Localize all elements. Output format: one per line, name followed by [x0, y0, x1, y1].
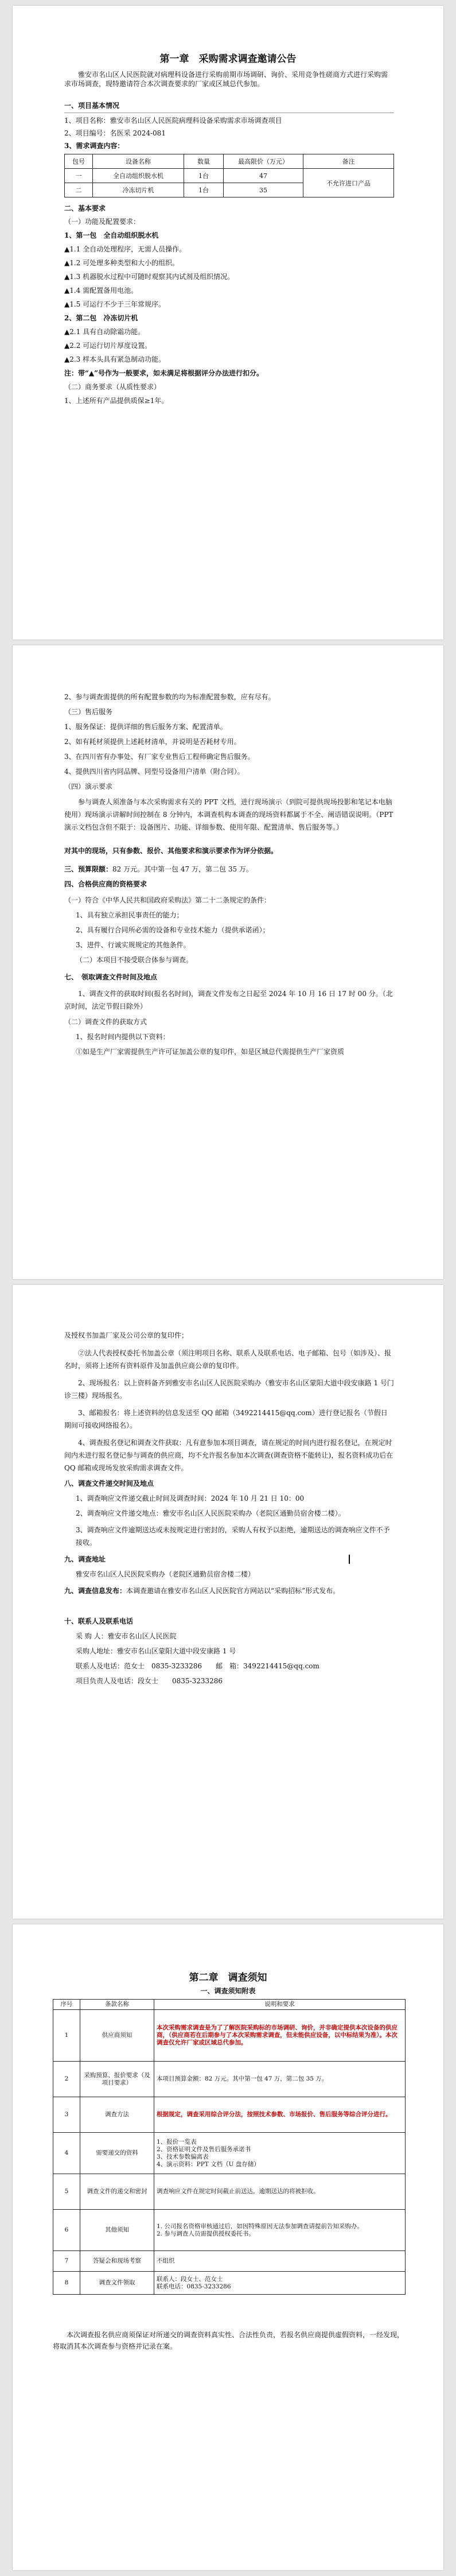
table-cell: 47: [224, 169, 303, 183]
row-title: 调查文件领取: [80, 2272, 154, 2295]
collect-way-heading: （二）调查文件的获取方式: [64, 1018, 147, 1026]
header-cell: 备注: [303, 154, 394, 169]
spec-item: ▲2.1 具有自动除霜功能。: [64, 328, 145, 336]
header-cell: 条款名称: [80, 2000, 154, 2010]
paragraph: 及授权书加盖厂家及公司公章的复印件；: [64, 1331, 189, 1339]
qualification-item: （二）本项目不接受联合体参与调查。: [76, 956, 193, 964]
row-description: 本次采购需求调查是为了了解医院采购标的市场调研、询价，并非确定提供本次设备的供应商，（供应商若在后期参与了本次采购需求调查，但未能供应设备，以中标结果为准）。本次调查仅允许厂家或区域总代参加。: [154, 2010, 406, 2062]
demo-heading: （四）演示要求: [64, 783, 113, 791]
publish-label: 九、调查信息发布：: [64, 1587, 127, 1595]
function-heading: （一）功能及配置要求：: [64, 218, 141, 226]
qualification-item: （一）符合《中华人民共和国政府采购法》第二十二条规定的条件：: [64, 896, 271, 904]
row-description: 不组织: [154, 2251, 406, 2272]
chapter-1-title: 第一章 采购需求调查邀请公告: [159, 53, 297, 65]
row-number: 7: [53, 2251, 80, 2272]
document-page-1: [13, 6, 443, 640]
section-project-heading: 一、项目基本情况: [64, 102, 120, 110]
row-title: 供应商须知: [80, 2010, 154, 2062]
demand-heading: 3、需求调查内容：: [64, 142, 124, 150]
header-cell: 包号: [65, 154, 93, 169]
collect-way-item: ①如是生产厂家需提供生产许可证加盖公章的复印件，如是区域总代需提供生产厂家资质: [76, 1048, 345, 1056]
table-cell: 全自动组织脱水机: [93, 169, 184, 183]
project-number: 2、项目编号：名医采 2024-081: [64, 129, 166, 137]
paragraph: 2、参与调查需提供的所有配置参数的均为标准配置参数，应有尽有。: [64, 693, 275, 701]
qualification-item: 2、具有履行合同所必需的设备和专业技术能力（提供承诺函）；: [76, 926, 270, 934]
project-name: 1、项目名称：雅安市名山区人民医院病理科设备采购需求市场调查项目: [64, 117, 282, 125]
paragraph: 2、现场报名：以上资料备齐到雅安市名山区人民医院采购办（雅安市名山区蒙阳大道中段安康路 1 号门诊三楼）现场报名。: [64, 1379, 394, 1400]
basic-req-heading: 二、基本要求: [64, 204, 106, 212]
table-row: [53, 2062, 406, 2097]
demand-table: [64, 154, 394, 197]
package-2-heading: 2、第二包 冷冻切片机: [64, 314, 138, 322]
submit-item: 2、调查响应文件递交地点：雅安市名山区人民医院采购办（老院区通勤员宿舍楼二楼）。: [76, 1509, 345, 1517]
collect-time-heading: 七、 领取调查文件时间及地点: [64, 973, 158, 981]
row-description: 联系人：段女士、范女士 联系电话：0835-3233286: [154, 2272, 406, 2295]
document-page-4: [13, 1924, 443, 2570]
submit-item: 1、调查响应文件递交截止时间及调查时间：2024 年 10 月 21 日 10：00: [76, 1494, 305, 1502]
row-title: 调查文件的递交和密封: [80, 2174, 154, 2210]
table-note-cell: 不允许进口产品: [303, 169, 394, 197]
table-header-row: [53, 2000, 406, 2010]
demo-paragraph: 参与调查人须准备与本次采购需求有关的 PPT 文档，进行现场演示（到院可提供现场投影和笔记本电脑使用）现场演示讲解时间控制在 8 分钟内，本调查机构本调查的现场资料都属于不全、阐语错误说明。（PPT 演示文档包含但不限于：设备图片、功能、详细参数、使用年限、配置清单、售后服务等。）: [64, 798, 393, 831]
appendix-heading: 一、调查须知附表: [200, 1987, 256, 1995]
table-row: [53, 2174, 406, 2210]
contact-item: 项目负责人及电话：段女士 0835-3233286: [76, 1677, 223, 1685]
demo-note: 对其中的现场，只有参数、报价、其他要求和演示要求作为评分依据。: [64, 847, 278, 855]
service-item: 4、提供四川省内同品牌、同型号设备用户清单（附合同）。: [64, 768, 244, 776]
qualification-item: 3、进件、行诚实规规定的其他条件。: [76, 941, 190, 949]
header-cell: 数量: [184, 154, 224, 169]
publish-line: [64, 1585, 394, 1597]
spec-item: ▲2.2 可运行切片厚度设置。: [64, 342, 152, 350]
service-item: 2、如有耗材须提供上述耗材清单，并说明是否耗材专用。: [64, 738, 241, 746]
collect-time-text: 1、调查文件的获取时间(报名名时间)，调查文件发布之日起至 2024 年 10 月 16 日 17 时 00 分。（北京时间，法定节假日除外）: [64, 990, 393, 1010]
publish-text: 本调查邀请在雅安市名山区人民医院官方网站以“采购招标”形式发布。: [126, 1587, 340, 1595]
row-title: 调查方法: [80, 2097, 154, 2133]
paragraph: ②法人代表授权委托书加盖公章（须注明项目名称、联系人及联系电话、电子邮箱、包号（如涉及）、报名时，须将上述所有资料原件及加盖供应商公章的复印件。: [64, 1349, 392, 1370]
budget-line: [64, 865, 253, 874]
row-number: 5: [53, 2174, 80, 2210]
budget-value: 82 万元。其中第一包 47 万，第二包 35 万。: [112, 865, 253, 873]
table-cell: 一: [65, 169, 93, 183]
table-row: [53, 2272, 406, 2295]
spec-item: ▲1.2 可处理多种类型和大小的组织。: [64, 259, 180, 267]
row-number: 1: [53, 2010, 80, 2062]
contact-item: 采 购 人：雅安市名山区人民医院: [76, 1632, 177, 1640]
row-number: 6: [53, 2210, 80, 2251]
row-number: 3: [53, 2097, 80, 2133]
table-header-row: [65, 154, 394, 169]
table-cell: 1台: [184, 169, 224, 183]
header-cell: 序号: [53, 2000, 80, 2010]
address-heading: 九、调查地址: [64, 1555, 106, 1563]
header-cell: 最高限价（万元）: [224, 154, 303, 169]
chapter-2-title: 第二章 调查须知: [189, 1972, 267, 1984]
submit-heading: 八、调查文件递交时间及地点: [64, 1479, 154, 1488]
spec-item: ▲1.5 可运行不少于三年常规序。: [64, 300, 166, 308]
row-title: 采购预算、报价要求（及项目要求）: [80, 2062, 154, 2097]
address-text: 雅安市名山区人民医院采购办（老院区通勤员宿舍楼二楼）: [76, 1570, 255, 1578]
row-title: 答疑会和现场考察: [80, 2251, 154, 2272]
paragraph: 3、邮箱报名：将上述资料的信息发送至 QQ 邮箱（3492214415@qq.com）进行登记报名（节假日期间可接收网络报名）。: [64, 1409, 388, 1430]
table-cell: 1台: [184, 183, 224, 197]
business-heading: （二）商务要求（从质性要求）: [64, 383, 161, 391]
row-number: 8: [53, 2272, 80, 2295]
footer-note: 本次调查报名供应商须保证对所递交的调查资料真实性、合法性负责，若报名供应商提供虚假资料，一经发现，将取消其本次调查参与资格并记录在案。: [53, 2331, 404, 2350]
row-title: 其他须知: [80, 2210, 154, 2251]
header-cell: 说明和要求: [154, 2000, 406, 2010]
paragraph: 4、调查报名登记和调查文件获取：凡有意参加本项目调查，请在规定的时间内进行报名登记，在规定时间内未进行报名登记参与调查的供应商，均不允许报名参加本次调查(调查资格不能转让)，报名资料成功后在 QQ 邮箱或现场发放采购需求调查文件。: [64, 1439, 393, 1472]
service-heading: （三）售后服务: [64, 708, 113, 716]
text-cursor: [349, 1555, 350, 1564]
table-cell: 冷冻切片机: [93, 183, 184, 197]
collect-way-item: 1、报名时间内提供以下资料：: [76, 1033, 170, 1041]
row-number: 4: [53, 2133, 80, 2174]
submit-item: 3、调查响应文件逾期送达或未按规定进行密封的，采购人有权予以拒绝，逾期送达的调查响应文件不予接收。: [76, 1526, 390, 1547]
contact-item: 联系人及电话：范女士 0835-3233286 邮 箱：3492214415@qq.com: [76, 1662, 319, 1670]
spec-item: ▲1.3 机器脱水过程中可随时观察其内试剂及组织情况。: [64, 273, 235, 281]
document-page-3: [13, 1285, 443, 1919]
row-description: 1、报价一览表 2、资格证明文件及售后服务承诺书 3、技术参数偏离表 4、演示资料：PPT 文档（U 盘存储）: [154, 2133, 406, 2174]
intro-paragraph: 雅安市名山区人民医院就对病理科设备进行采购前期市场调研、询价、采用竞争性磋商方式进行采购需求市场调查，现特邀请符合本次调查要求的厂家或区域总代参加。: [64, 71, 388, 88]
service-item: 3、在四川省有办事处、有厂家专业售后工程师确定售后服务。: [64, 753, 255, 761]
table-cell: 二: [65, 183, 93, 197]
spec-item: ▲1.4 需配置备用电池。: [64, 286, 138, 295]
row-number: 2: [53, 2062, 80, 2097]
table-cell: 35: [224, 183, 303, 197]
package-1-heading: 1、第一包 全自动组织脱水机: [64, 231, 159, 239]
contact-item: 采购人地址：雅安市名山区蒙阳大道中段安康路 1 号: [76, 1647, 236, 1655]
table-row: [53, 2210, 406, 2251]
table-row: [65, 169, 394, 183]
header-cell: 设备名称: [93, 154, 184, 169]
service-item: 1、服务保证：提供详细的售后服务方案、配置清单。: [64, 723, 227, 731]
qualification-item: 1、具有独立承担民事责任的能力；: [76, 911, 184, 919]
table-row: [53, 2010, 406, 2062]
document-page-2: [13, 645, 443, 1279]
budget-label: 三、预算限额：: [64, 865, 113, 873]
row-title: 需要递交的资料: [80, 2133, 154, 2174]
notice-table: [53, 1999, 406, 2295]
spec-item: ▲1.1 全自动处理程序，无需人员操作。: [64, 245, 186, 253]
table-row: [53, 2251, 406, 2272]
contact-heading: 十、联系人及联系电话: [64, 1617, 134, 1625]
row-description: 根据规定，调查采用综合评分法，按照技术参数、市场报价、售后服务等综合评分进行。: [154, 2097, 406, 2133]
row-description: 调查响应文件在规定时间截止前送达，逾期送达的将被拒收。: [154, 2174, 406, 2210]
spec-item: ▲2.3 样本头具有紧急制动功能。: [64, 355, 166, 363]
row-description: 本项目预算金额：82 万元。其中第一包 47 万，第二包 35 万。: [154, 2062, 406, 2097]
star-note: 注：带“▲”号作为一般要求，如未满足将根据评分办法进行扣分。: [64, 369, 264, 377]
row-description: 1. 公司报名资格审核通过后，如因特殊原因无法参加调查请提前告知采购办。 2. 参与调查人员需提供授权委托书。: [154, 2210, 406, 2251]
business-item: 1、上述所有产品提供质保≥1年。: [64, 397, 169, 405]
qualification-heading: 四、合格供应商的资格要求: [64, 880, 147, 888]
table-row: [53, 2133, 406, 2174]
table-row: [53, 2097, 406, 2133]
